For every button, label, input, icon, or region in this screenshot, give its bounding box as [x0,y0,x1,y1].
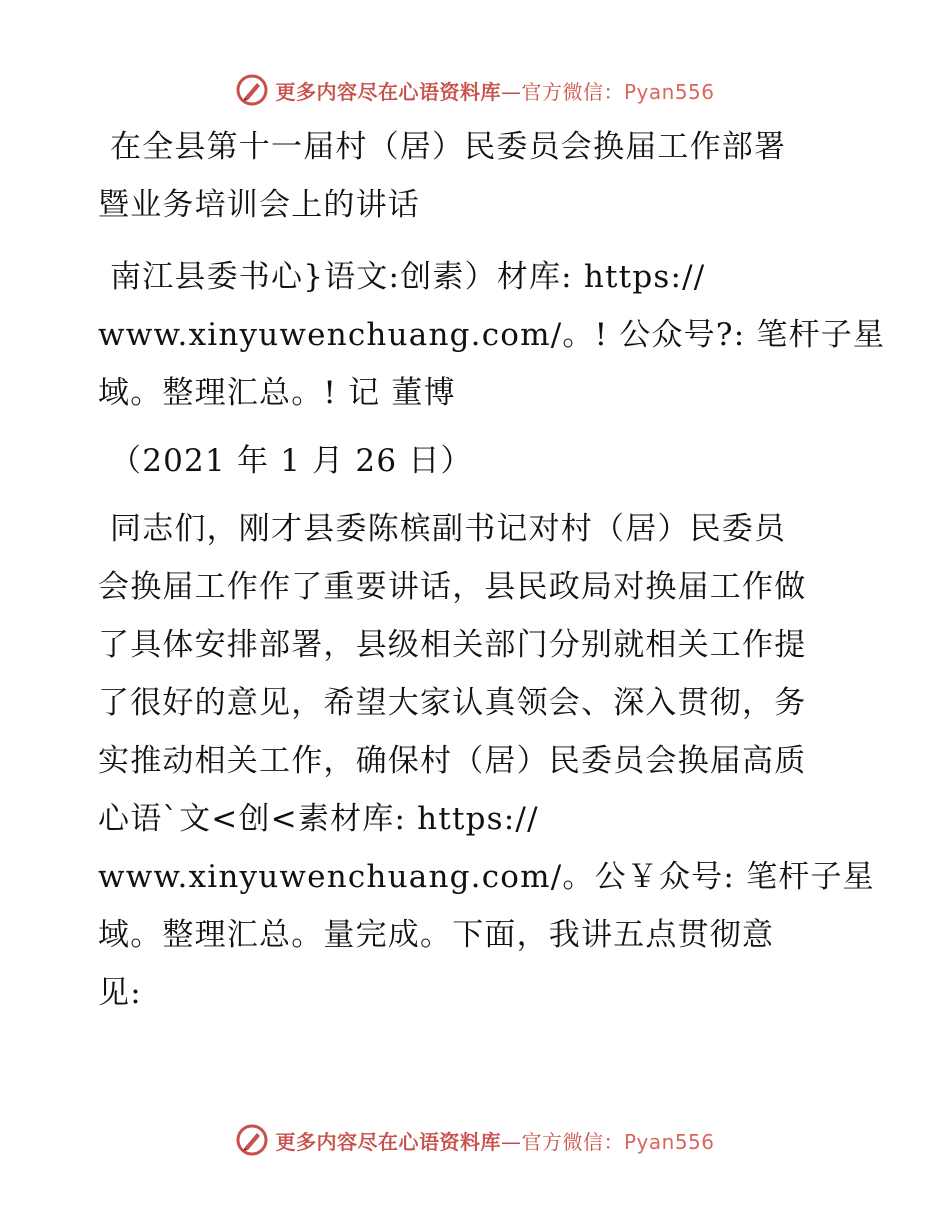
watermark-official-text: 官方微信： [521,79,624,104]
watermark-wechat-id: Pyan556 [623,79,715,104]
watermark-brand-text: 更多内容尽在心语资料库 [275,79,501,104]
speaker-line-2: www.xinyuwenchuang.com/。! 公众号?: 笔杆子星 [98,317,886,353]
pen-logo-icon [235,73,269,107]
body-line: 见: [98,975,142,1011]
body-line: 会换届工作作了重要讲话，县民政局对换届工作做 [98,569,807,605]
body-line: 域。整理汇总。量完成。下面，我讲五点贯彻意 [98,917,775,953]
watermark-dash: — [500,79,522,104]
document-title-line-1: 在全县第十一届村（居）民委员会换届工作部署 [110,129,787,165]
body-line: 心语`文<创<素材库: https:// [98,801,539,837]
body-line: 了很好的意见，希望大家认真领会、深入贯彻，务 [98,685,807,721]
watermark-brand-text: 更多内容尽在心语资料库 [275,1129,501,1154]
footer-watermark [0,1120,950,1160]
watermark-dash: — [500,1129,522,1154]
document-body [98,118,886,1022]
speaker-line-3: 域。整理汇总。! 记 董博 [98,375,456,411]
watermark-official-text: 官方微信： [521,1129,624,1154]
pen-logo-icon [235,1123,269,1157]
body-line: 了具体安排部署，县级相关部门分别就相关工作提 [98,627,807,663]
document-date: （2021 年 1 月 26 日） [110,443,473,479]
watermark-wechat-id: Pyan556 [623,1129,715,1154]
document-title-line-2: 暨业务培训会上的讲话 [98,187,420,223]
body-line: 同志们，刚才县委陈槟副书记对村（居）民委员 [110,511,787,547]
header-watermark [0,70,950,110]
body-line: 实推动相关工作，确保村（居）民委员会换届高质 [98,743,807,779]
body-line: www.xinyuwenchuang.com/。公￥众号: 笔杆子星 [98,859,875,895]
speaker-line-1: 南江县委书心}语文:创素）材库: https:// [110,259,706,295]
